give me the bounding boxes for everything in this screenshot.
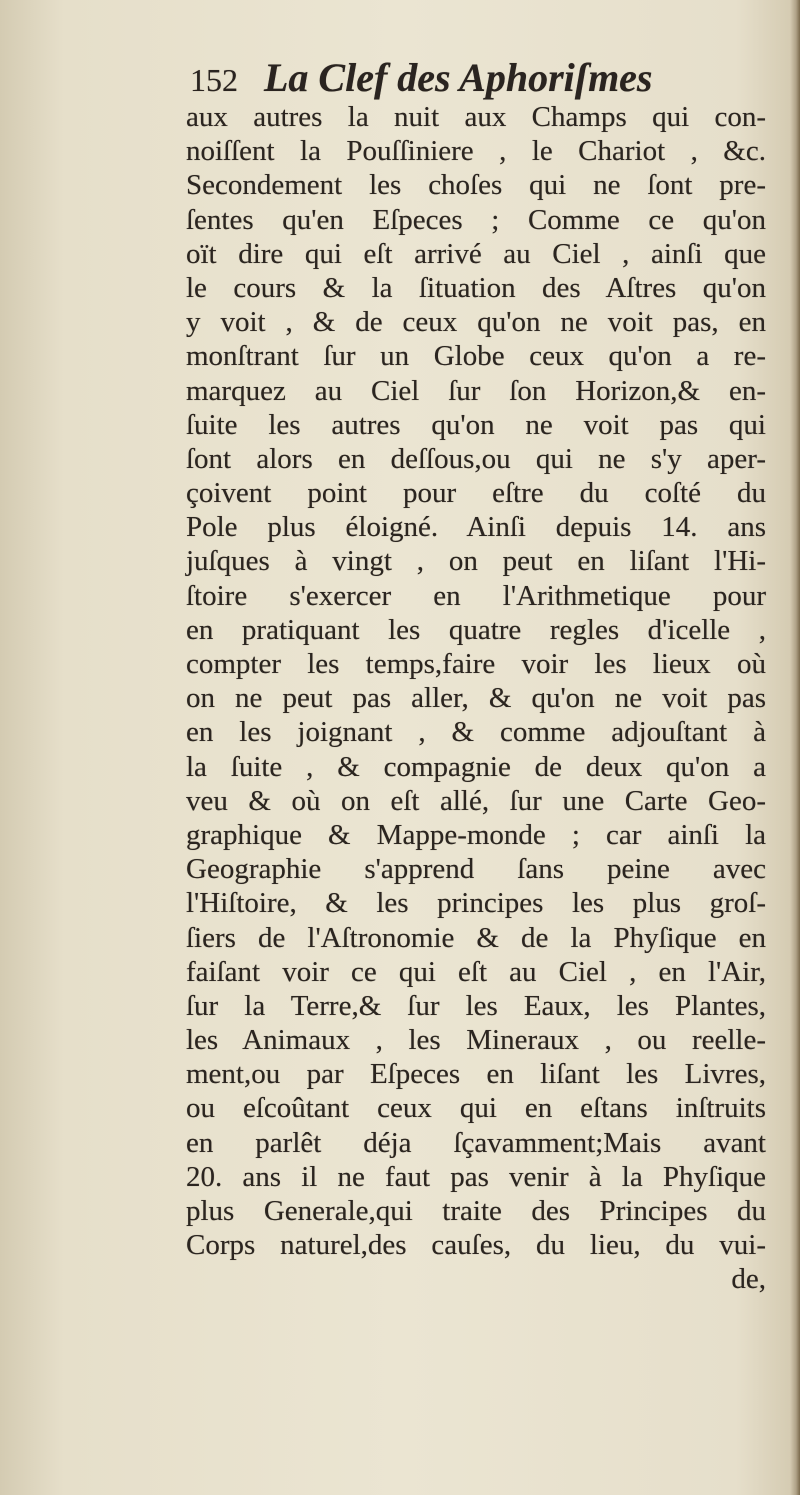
text-line: ou eſcoûtant ceux qui en eſtans inſtruits xyxy=(186,1092,766,1125)
text-line: Pole plus éloigné. Ainſi depuis 14. ans xyxy=(186,511,766,544)
text-line: ſont alors en deſſous,ou qui ne s'y aper- xyxy=(186,442,766,475)
text-line: Geographie s'apprend ſans peine avec xyxy=(186,853,766,886)
text-line: marquez au Ciel ſur ſon Horizon,& en- xyxy=(186,374,766,407)
text-line: plus Generale,qui traite des Principes du xyxy=(186,1195,766,1227)
text-line: ment,ou par Eſpeces en liſant les Livres, xyxy=(186,1058,766,1091)
text-line: 20. ans il ne faut pas venir à la Phyſique xyxy=(186,1160,766,1193)
text-line: monſtrant ſur un Globe ceux qu'on a re- xyxy=(186,340,766,373)
text-line: ſentes qu'en Eſpeces ; Comme ce qu'on xyxy=(186,203,766,236)
text-line: çoivent point pour eſtre du coſté du xyxy=(186,477,766,510)
text-line: faiſant voir ce qui eſt au Ciel , en l'Air, xyxy=(186,955,766,988)
text-line: en les joignant , & comme adjouſtant à xyxy=(186,716,766,749)
text-line: de, xyxy=(731,1263,766,1296)
text-line: Secondement les choſes qui ne ſont pre- xyxy=(186,169,766,202)
text-line: compter les temps,faire voir les lieux où xyxy=(186,648,766,680)
text-line: ſur la Terre,& ſur les Eaux, les Plantes, xyxy=(186,989,766,1022)
text-line: ſiers de l'Aſtronomie & de la Phyſique en xyxy=(186,921,766,954)
text-line: y voit , & de ceux qu'on ne voit pas, en xyxy=(186,306,766,339)
text-line: juſques à vingt , on peut en liſant l'Hi- xyxy=(186,545,766,578)
text-line: ſuite les autres qu'on ne voit pas qui xyxy=(186,408,766,441)
text-line: Corps naturel,des cauſes, du lieu, du vui- xyxy=(186,1229,766,1262)
text-line: noiſſent la Pouſſiniere , le Chariot , &c. xyxy=(186,135,766,168)
text-line: veu & où on eſt allé, ſur une Carte Geo- xyxy=(186,784,766,817)
text-line: graphique & Mappe-monde ; car ainſi la xyxy=(186,818,766,851)
text-line: la ſuite , & compagnie de deux qu'on a xyxy=(186,750,766,783)
text-line: en parlêt déja ſçavamment;Mais avant xyxy=(186,1126,766,1159)
text-line: les Animaux , les Mineraux , ou reelle- xyxy=(186,1024,766,1057)
text-line: le cours & la ſituation des Aſtres qu'on xyxy=(186,271,766,304)
page-edge-shadow xyxy=(790,0,800,1495)
text-line: oït dire qui eſt arrivé au Ciel , ainſi que xyxy=(186,237,766,270)
running-title: La Clef des Aphoriſmes xyxy=(264,55,653,100)
text-line: aux autres la nuit aux Champs qui con- xyxy=(186,101,766,133)
text-line: on ne peut pas aller, & qu'on ne voit pas xyxy=(186,682,766,715)
body-text xyxy=(186,100,766,1297)
text-line: l'Hiſtoire, & les principes les plus groſ- xyxy=(186,887,766,920)
text-line: ſtoire s'exercer en l'Arithmetique pour xyxy=(186,579,766,612)
running-header xyxy=(190,50,750,105)
page-number: 152 xyxy=(190,62,238,98)
text-line: en pratiquant les quatre regles d'icelle , xyxy=(186,613,766,646)
